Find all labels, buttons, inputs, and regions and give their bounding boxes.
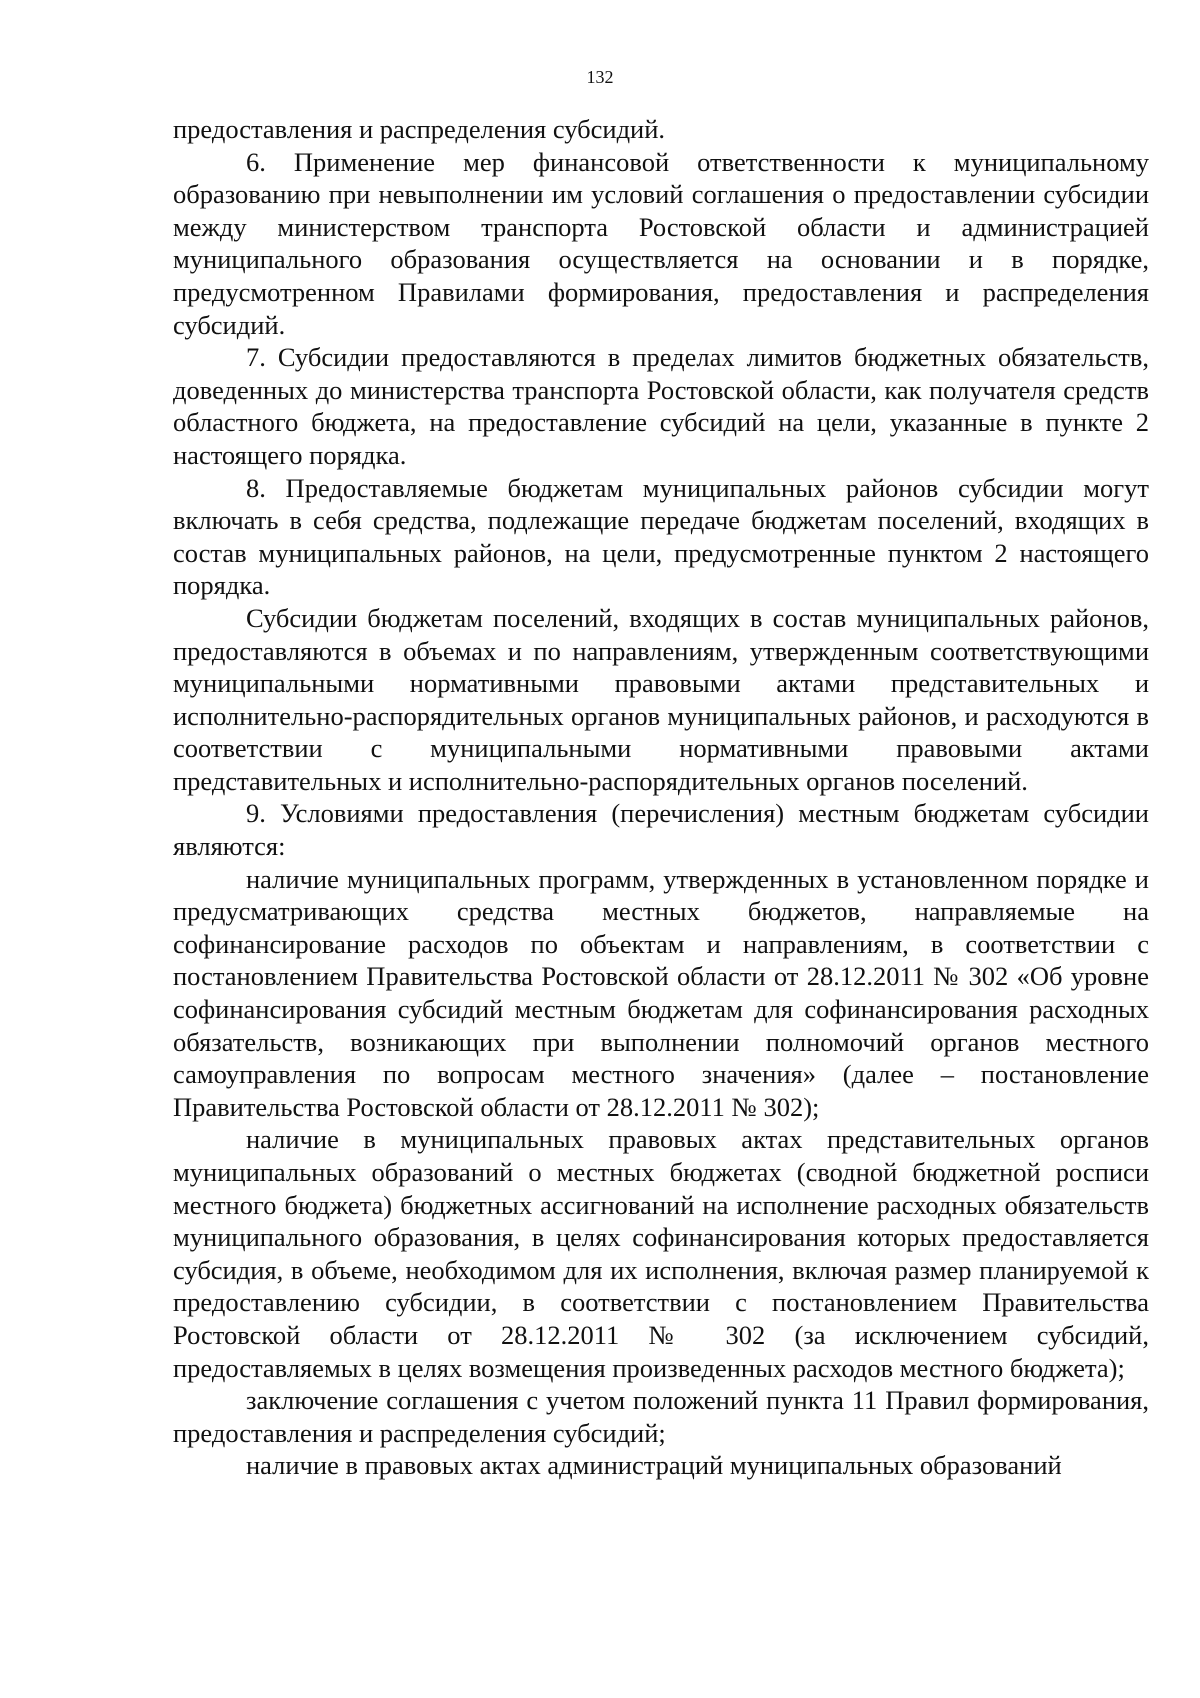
paragraph-condition-programs: наличие муниципальных программ, утвержденных в установленном порядке и предусматривающих средства местных бюджетов, направляемые на софинансирование расходов по объектам и направлениям, в соответствии с постановлением Правительства Ростовской области от 28.12.2011 № 302 «Об уровне софинансирования субсидий местным бюджетам для софинансирования расходных обязательств, возникающих при выполнении полномочий органов местного самоуправления по вопросам местного значения» (далее – постановление Правительства Ростовской области от 28.12.2011 № 302); [173,863,1149,1122]
paragraph-condition-legal-acts: наличие в правовых актах администраций муниципальных образований [246,1450,1062,1481]
paragraph-condition-budget-allocations: наличие в муниципальных правовых актах представительных органов муниципальных образований о местных бюджетах (сводной бюджетной росписи местного бюджета) бюджетных ассигнований на исполнение расходных обязательств муниципального образования, в целях софинансирования которых предоставляется субсидия, в объеме, необходимом для их исполнения, включая размер планируемой к предоставлению субсидии, в соответствии с постановлением Правительства Ростовской области от 28.12.2011 № 302 (за исключением субсидий, предоставляемых в целях возмещения произведенных расходов местного бюджета); [173,1124,1149,1383]
page-number: 132 [586,67,614,87]
paragraph-item-8: 8. Предоставляемые бюджетам муниципальных районов субсидии могут включать в себя средства, подлежащие передаче бюджетам поселений, входящих в состав муниципальных районов, на цели, предусмотренные пунктом 2 настоящего порядка. [173,472,1149,601]
paragraph-item-9: 9. Условиями предоставления (перечисления) местным бюджетам субсидии являются: [173,798,1149,862]
paragraph-item-6: 6. Применение мер финансовой ответственности к муниципальному образованию при невыполнении им условий соглашения о предоставлении субсидии между министерством транспорта Ростовской области и администрацией муниципального образования осуществляется на основании и в порядке, предусмотренном Правилами формирования, предоставления и распределения субсидий. [173,146,1149,340]
paragraph-item-7: 7. Субсидии предоставляются в пределах лимитов бюджетных обязательств, доведенных до министерства транспорта Ростовской области, как получателя средств областного бюджета, на предоставление субсидий на цели, указанные в пункте 2 настоящего порядка. [173,342,1149,470]
paragraph-continuation: предоставления и распределения субсидий. [173,114,666,144]
paragraph-condition-agreement: заключение соглашения с учетом положений пункта 11 Правил формирования, предоставления и распределения субсидий; [173,1385,1149,1448]
document-body [173,113,1149,1482]
paragraph-settlement-subsidies: Субсидии бюджетам поселений, входящих в состав муниципальных районов, предоставляются в объемах и по направлениям, утвержденным соответствующими муниципальными нормативными правовыми актами представительных и исполнительно-распорядительных органов муниципальных районов, и расходуются в соответствии с муниципальными нормативными правовыми актами представительных и исполнительно-распорядительных органов поселений. [173,602,1149,796]
